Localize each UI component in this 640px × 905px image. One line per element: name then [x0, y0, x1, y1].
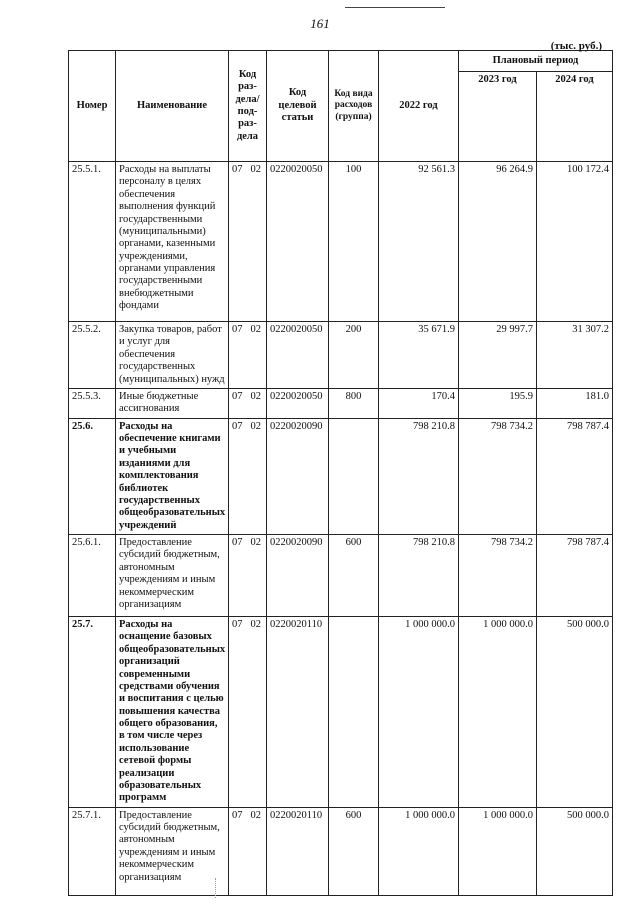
row-section: [229, 388, 267, 418]
row-section: [229, 807, 267, 895]
row-2023: 798 734.2: [459, 418, 537, 534]
row-2024: 100 172.4: [537, 162, 613, 322]
header-2024: 2024 год: [537, 72, 613, 162]
row-expense-type: 200: [329, 322, 379, 389]
row-subsection-code: 02: [250, 164, 261, 175]
row-name: Предоставление субсидий бюджетным, автономным учреждениям и иным некоммерческим организациям: [116, 807, 229, 895]
row-number: 25.5.3.: [69, 388, 116, 418]
row-subsection-code: 02: [250, 809, 261, 821]
row-target: 0220020110: [267, 617, 329, 808]
units-label: (тыс. руб.): [550, 40, 602, 52]
row-subsection-code: 02: [250, 390, 261, 402]
row-name: Иные бюджетные ассигнования: [116, 388, 229, 418]
row-number: 25.5.1.: [69, 162, 116, 322]
table-row: [69, 418, 613, 534]
header-number: Номер: [69, 51, 116, 162]
row-2022: 1 000 000.0: [379, 807, 459, 895]
row-2022: 92 561.3: [379, 162, 459, 322]
top-rule: [345, 7, 445, 8]
row-expense-type: 800: [329, 388, 379, 418]
row-number: 25.7.: [69, 617, 116, 808]
header-target: Код целевой статьи: [267, 51, 329, 162]
budget-table: [68, 50, 613, 896]
row-subsection-code: 02: [250, 420, 261, 432]
row-2024: 31 307.2: [537, 322, 613, 389]
row-2022: 798 210.8: [379, 418, 459, 534]
header-section: Код раз-дела/ под-раз-дела: [229, 51, 267, 162]
row-2024: 798 787.4: [537, 535, 613, 617]
row-expense-type: 600: [329, 535, 379, 617]
row-subsection-code: 02: [250, 619, 261, 630]
table-body: [69, 162, 613, 896]
row-2024: 500 000.0: [537, 807, 613, 895]
row-section-code: 07: [232, 420, 243, 432]
row-section: [229, 162, 267, 322]
row-section: [229, 535, 267, 617]
row-section: [229, 418, 267, 534]
table-row: [69, 807, 613, 895]
row-2023: 96 264.9: [459, 162, 537, 322]
table-row: [69, 322, 613, 389]
row-2024: 181.0: [537, 388, 613, 418]
row-2022: 1 000 000.0: [379, 617, 459, 808]
row-number: 25.6.1.: [69, 535, 116, 617]
table-row: [69, 617, 613, 808]
row-target: 0220020050: [267, 162, 329, 322]
row-2023: 1 000 000.0: [459, 617, 537, 808]
row-section-code: 07: [232, 809, 243, 821]
row-subsection-code: 02: [250, 324, 261, 335]
row-target: 0220020050: [267, 388, 329, 418]
header-2022: 2022 год: [379, 51, 459, 162]
row-number: 25.5.2.: [69, 322, 116, 389]
row-2023: 798 734.2: [459, 535, 537, 617]
row-target: 0220020110: [267, 807, 329, 895]
row-section-code: 07: [232, 390, 243, 402]
binding-mark: [215, 878, 218, 898]
row-subsection-code: 02: [250, 537, 261, 548]
header-planned-period: Плановый период: [459, 51, 613, 72]
row-2024: 500 000.0: [537, 617, 613, 808]
page-number: 161: [310, 16, 330, 31]
row-expense-type: [329, 617, 379, 808]
row-section: [229, 617, 267, 808]
row-2022: 170.4: [379, 388, 459, 418]
row-name: Закупка товаров, работ и услуг для обеспечения государственных (муниципальных) нужд: [116, 322, 229, 389]
row-target: 0220020090: [267, 535, 329, 617]
row-section-code: 07: [232, 537, 243, 548]
row-2023: 195.9: [459, 388, 537, 418]
header-expense-type: Код вида расходов (группа): [329, 51, 379, 162]
table-row: [69, 388, 613, 418]
row-2023: 1 000 000.0: [459, 807, 537, 895]
row-name: Расходы на выплаты персоналу в целях обеспечения выполнения функций государственными (муниципальными) органами, казенными учреждениями, органами управления государственными внебюджетными фондами: [116, 162, 229, 322]
row-target: 0220020050: [267, 322, 329, 389]
row-name: Расходы на оснащение базовых общеобразовательных организаций современными средствами обучения и воспитания с целью повышения качества общего образования, в том числе через использование сетевой формы реализации образовательных программ: [116, 617, 229, 808]
row-2022: 35 671.9: [379, 322, 459, 389]
row-expense-type: [329, 418, 379, 534]
row-2023: 29 997.7: [459, 322, 537, 389]
header-2023: 2023 год: [459, 72, 537, 162]
row-section-code: 07: [232, 164, 243, 175]
row-number: 25.7.1.: [69, 807, 116, 895]
row-name: Расходы на обеспечение книгами и учебными изданиями для комплектования библиотек государственных общеобразовательных учреждений: [116, 418, 229, 534]
row-section-code: 07: [232, 324, 243, 335]
row-target: 0220020090: [267, 418, 329, 534]
row-2024: 798 787.4: [537, 418, 613, 534]
row-name: Предоставление субсидий бюджетным, автономным учреждениям и иным некоммерческим организациям: [116, 535, 229, 617]
row-expense-type: 600: [329, 807, 379, 895]
row-expense-type: 100: [329, 162, 379, 322]
row-section: [229, 322, 267, 389]
header-name: Наименование: [116, 51, 229, 162]
row-section-code: 07: [232, 619, 243, 630]
table-row: [69, 535, 613, 617]
row-number: 25.6.: [69, 418, 116, 534]
table-row: [69, 162, 613, 322]
row-2022: 798 210.8: [379, 535, 459, 617]
